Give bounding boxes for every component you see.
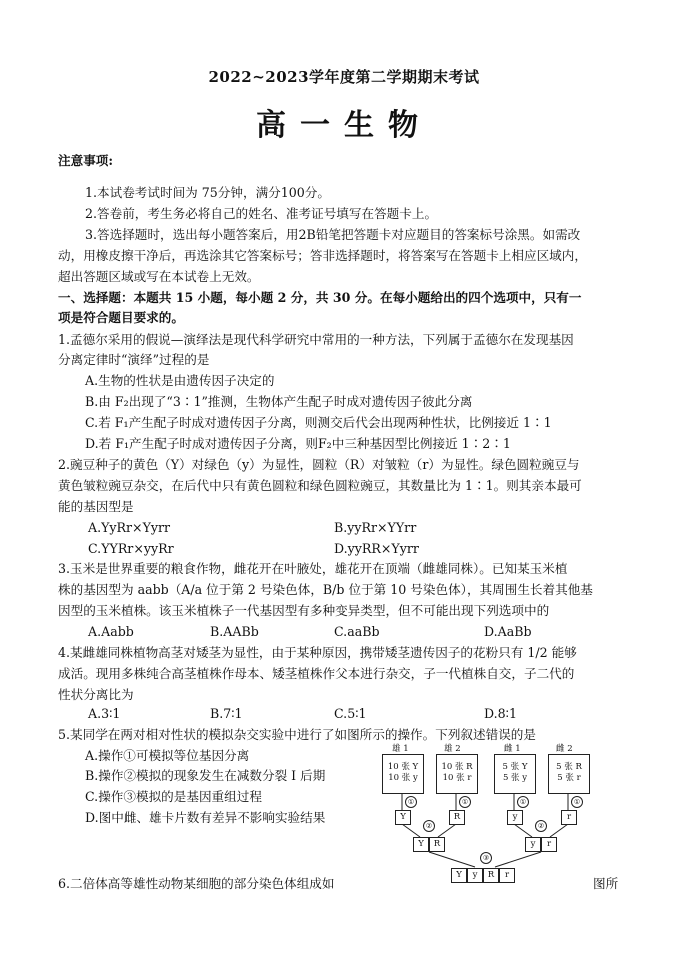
q3-stem: 株的基因型为 aabb（A/a 位于第 2 号染色体，B/b 位于第 10 号染色体），其周围生长着其他基 [58, 582, 593, 597]
pair-card-y: y [525, 837, 541, 852]
q3-option-c: C.aaBb [334, 624, 380, 639]
male2-line1: 10 张 R [441, 762, 473, 772]
q4-option-c: C.5∶1 [334, 706, 367, 721]
operation-2-marker: ② [535, 820, 547, 832]
female1-label: 雌 1 [504, 744, 521, 754]
female2-label: 雌 2 [556, 744, 573, 754]
male1-line2: 10 张 y [388, 773, 418, 783]
notice-item: 1.本试卷考试时间为 75分钟，满分100分。 [85, 185, 330, 200]
section-heading: 一、选择题：本题共 15 小题，每小题 2 分，共 30 分。在每小题给出的四个选项中，只有一 [58, 290, 582, 305]
q4-stem: 成活。现用多株纯合高茎植株作母本、矮茎植株作父本进行杂交，子一代植株自交，子二代的 [58, 666, 575, 681]
q1-option-a: A.生物的性状是由遗传因子决定的 [85, 373, 275, 388]
q3-stem: 3.玉米是世界重要的粮食作物，雌花开在叶腋处，雄花开在顶端（雌雄同株）。已知某玉米植 [58, 561, 568, 576]
q5-stem: 5.某同学在两对相对性状的模拟杂交实验中进行了如图所示的操作。下列叙述错误的是 [58, 727, 536, 742]
subject-title: 高一生物 [256, 108, 432, 143]
notice-item: 2.答卷前，考生务必将自己的姓名、准考证号填写在答题卡上。 [85, 206, 438, 221]
male1-label: 雄 1 [392, 744, 409, 754]
q4-option-a: A.3∶1 [88, 706, 121, 721]
female1-line2: 5 张 y [502, 773, 528, 783]
male1-line1: 10 张 Y [387, 762, 419, 772]
q2-option-a: A.YyRr×Yyrr [88, 520, 171, 535]
q3-stem: 因型的玉米植株。该玉米植株子一代基因型有多种变异类型，但不可能出现下列选项中的 [58, 603, 550, 618]
q1-stem: 分离定律时“演绎”过程的是 [58, 352, 210, 367]
q3-option-d: D.AaBb [484, 624, 532, 639]
male2-label: 雄 2 [444, 744, 461, 754]
q2-stem: 黄色皱粒豌豆杂交，在后代中只有黄色圆粒和绿色圆粒豌豆，其数量比为 1∶1。则其亲本最可 [58, 478, 582, 493]
q2-option-b: B.yyRr×YYrr [334, 520, 417, 535]
q5-option-d: D.图中雌、雄卡片数有差异不影响实验结果 [85, 810, 326, 825]
operation-1-marker: ① [517, 796, 529, 808]
q5-option-c: C.操作③模拟的是基因重组过程 [85, 789, 262, 804]
card-y: y [507, 810, 523, 825]
q6-stem: 6.二倍体高等雄性动物某细胞的部分染色体组成如 [58, 876, 335, 891]
final-card-y: y [467, 868, 483, 883]
card-Y: Y [395, 810, 411, 825]
pair-card-R: R [429, 837, 445, 852]
female2-box [548, 754, 590, 794]
notice-heading: 注意事项: [58, 153, 114, 168]
q1-option-c: C.若 F₁产生配子时成对遗传因子分离，则测交后代会出现两种性状，比例接近 1∶1 [85, 415, 552, 430]
q6-stem-tail: 图所 [593, 876, 619, 891]
operation-1-marker: ① [571, 796, 583, 808]
section-heading: 项是符合题目要求的。 [58, 310, 184, 325]
q2-option-c: C.YYRr×yyRr [88, 541, 174, 556]
q3-option-b: B.AABb [210, 624, 259, 639]
final-card-r: r [499, 868, 515, 883]
operation-1-marker: ① [405, 796, 417, 808]
notice-item: 动，用橡皮擦干净后，再选涂其它答案标号；答非选择题时，将答案写在答题卡上相应区域内， [58, 248, 587, 263]
male1-box [382, 754, 424, 794]
q5-simulation-diagram [380, 742, 600, 892]
notice-item: 3.答选择题时，选出每小题答案后，用2B铅笔把答题卡对应题目的答案标号涂黑。如需改 [85, 227, 581, 242]
male2-line2: 10 张 r [442, 773, 472, 783]
operation-1-marker: ① [459, 796, 471, 808]
pair-card-Y: Y [413, 837, 429, 852]
card-R: R [449, 810, 465, 825]
q4-option-b: B.7∶1 [210, 706, 243, 721]
q1-option-b: B.由 F₂出现了“3∶1”推测，生物体产生配子时成对遗传因子彼此分离 [85, 394, 473, 409]
female1-box [494, 754, 536, 794]
q2-stem: 能的基因型是 [58, 499, 134, 514]
female2-line2: 5 张 r [557, 773, 581, 783]
operation-3-marker: ③ [480, 852, 492, 864]
q4-option-d: D.8∶1 [484, 706, 517, 721]
q5-option-b: B.操作②模拟的现象发生在减数分裂 I 后期 [85, 768, 326, 783]
q2-option-d: D.yyRR×Yyrr [334, 541, 419, 556]
q3-option-a: A.Aabb [88, 624, 134, 639]
notice-item: 超出答题区域或写在本试卷上无效。 [58, 269, 260, 284]
pair-card-r: r [541, 837, 557, 852]
q4-stem: 性状分离比为 [58, 687, 134, 702]
final-card-R: R [483, 868, 499, 883]
q4-stem: 4.某雌雄同株植物高茎对矮茎为显性，由于某种原因，携带矮茎遗传因子的花粉只有 1/2 能够 [58, 645, 577, 660]
q2-stem: 2.豌豆种子的黄色（Y）对绿色（y）为显性，圆粒（R）对皱粒（r）为显性。绿色圆粒豌豆与 [58, 457, 580, 472]
exam-title: 2022~2023学年度第二学期期末考试 [208, 68, 480, 86]
q1-option-d: D.若 F₁产生配子时成对遗传因子分离，则F₂中三种基因型比例接近 1∶2∶1 [85, 436, 511, 451]
q5-option-a: A.操作①可模拟等位基因分离 [85, 748, 250, 763]
operation-2-marker: ② [423, 820, 435, 832]
card-r: r [561, 810, 577, 825]
male2-box [436, 754, 478, 794]
final-card-Y: Y [451, 868, 467, 883]
female2-line1: 5 张 R [556, 762, 582, 772]
q1-stem: 1.孟德尔采用的假说—演绎法是现代科学研究中常用的一种方法，下列属于孟德尔在发现基因 [58, 332, 574, 347]
female1-line1: 5 张 Y [502, 762, 528, 772]
